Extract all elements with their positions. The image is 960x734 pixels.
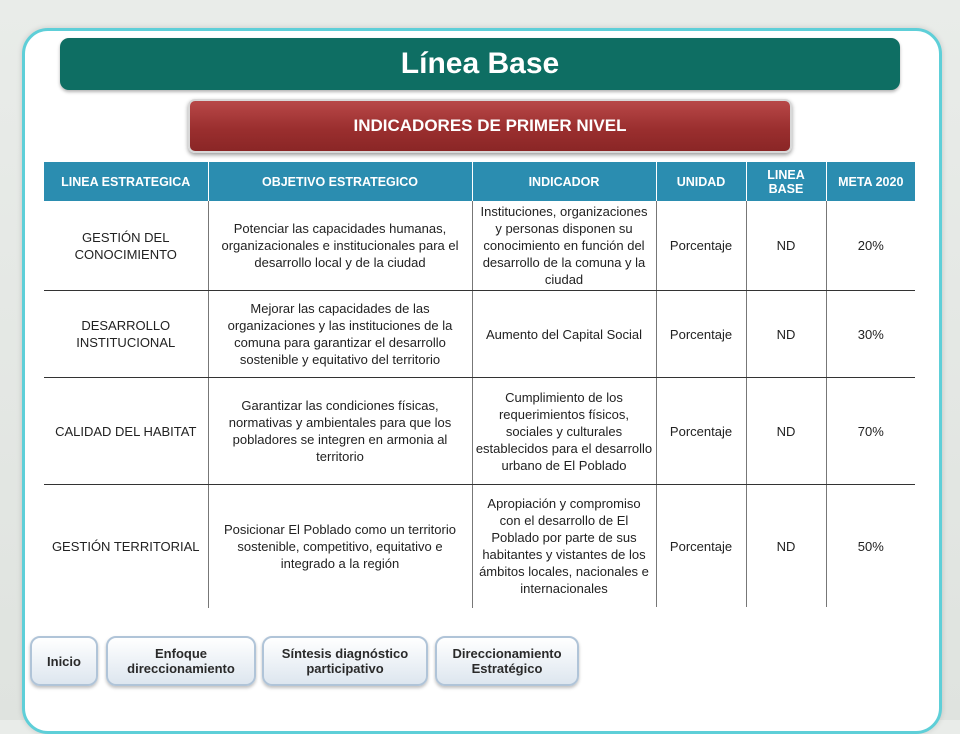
cell-unidad: Porcentaje [656,485,746,608]
indicators-table [44,162,915,608]
cell-linea: GESTIÓN DEL CONOCIMIENTO [44,201,208,291]
col-header-unidad: UNIDAD [656,162,746,201]
cell-linea-base: ND [746,378,826,485]
cell-linea: DESARROLLO INSTITUCIONAL [44,291,208,378]
cell-meta: 50% [857,538,884,554]
cell-objetivo: Garantizar las condiciones físicas, normativas y ambientales para que los pobladores se integren en armonia al territorio [208,378,472,485]
col-header-meta: META 2020 [826,162,915,201]
table-row [44,291,915,378]
col-header-objetivo: OBJETIVO ESTRATEGICO [208,162,472,201]
nav-inicio-button[interactable] [30,636,98,686]
nav-enfoque-label: Enfoque direccionamiento [127,646,235,676]
cell-indicador: Apropiación y compromiso con el desarrollo de El Poblado por parte de sus habitantes y vistantes de los ámbitos locales, nacionales e internacionales [472,485,656,608]
cell-objetivo: Mejorar las capacidades de las organizaciones y las instituciones de la comuna para garantizar el desarrollo sostenible y equitativo del territorio [208,291,472,378]
col-header-linea-base: LINEA BASE [746,162,826,201]
cell-indicador: Instituciones, organizaciones y personas disponen su conocimiento en función del desarrollo de la comuna y la ciudad [472,201,656,291]
col-header-indicador: INDICADOR [472,162,656,201]
cell-unidad: Porcentaje [656,201,746,291]
cell-linea-base: ND [746,201,826,291]
cell-linea: CALIDAD DEL HABITAT [44,378,208,485]
section-heading: INDICADORES DE PRIMER NIVEL [188,99,792,153]
page-title: Línea Base [60,38,900,90]
col-header-linea: LINEA ESTRATEGICA [44,162,208,201]
nav-direccionamiento-button[interactable] [435,636,579,686]
cell-unidad: Porcentaje [656,378,746,485]
cell-linea: GESTIÓN TERRITORIAL [44,485,208,608]
cell-objetivo: Posicionar El Poblado como un territorio sostenible, competitivo, equitativo e integrado a la región [208,485,472,608]
nav-sintesis-label: Síntesis diagnóstico participativo [281,646,409,676]
cell-unidad: Porcentaje [656,291,746,378]
nav-direccionamiento-label: Direccionamiento Estratégico [452,646,562,676]
table-row [44,201,915,291]
nav-enfoque-button[interactable] [106,636,256,686]
table-row [44,378,915,485]
cell-objetivo: Potenciar las capacidades humanas, organizacionales e institucionales para el desarrollo local y de la ciudad [208,201,472,291]
table-row [44,485,915,608]
cell-meta: 30% [826,291,915,378]
cell-indicador: Cumplimiento de los requerimientos físicos, sociales y culturales establecidos para el desarrollo urbano de El Poblado [472,378,656,485]
bottom-right-panel [608,607,934,720]
nav-inicio-label: Inicio [47,653,81,669]
nav-sintesis-button[interactable] [262,636,428,686]
cell-linea-base: ND [746,291,826,378]
cell-linea-base: ND [746,485,826,608]
cell-indicador: Aumento del Capital Social [472,291,656,378]
table-header-row [44,162,915,201]
cell-meta: 20% [826,201,915,291]
cell-meta: 70% [826,378,915,485]
